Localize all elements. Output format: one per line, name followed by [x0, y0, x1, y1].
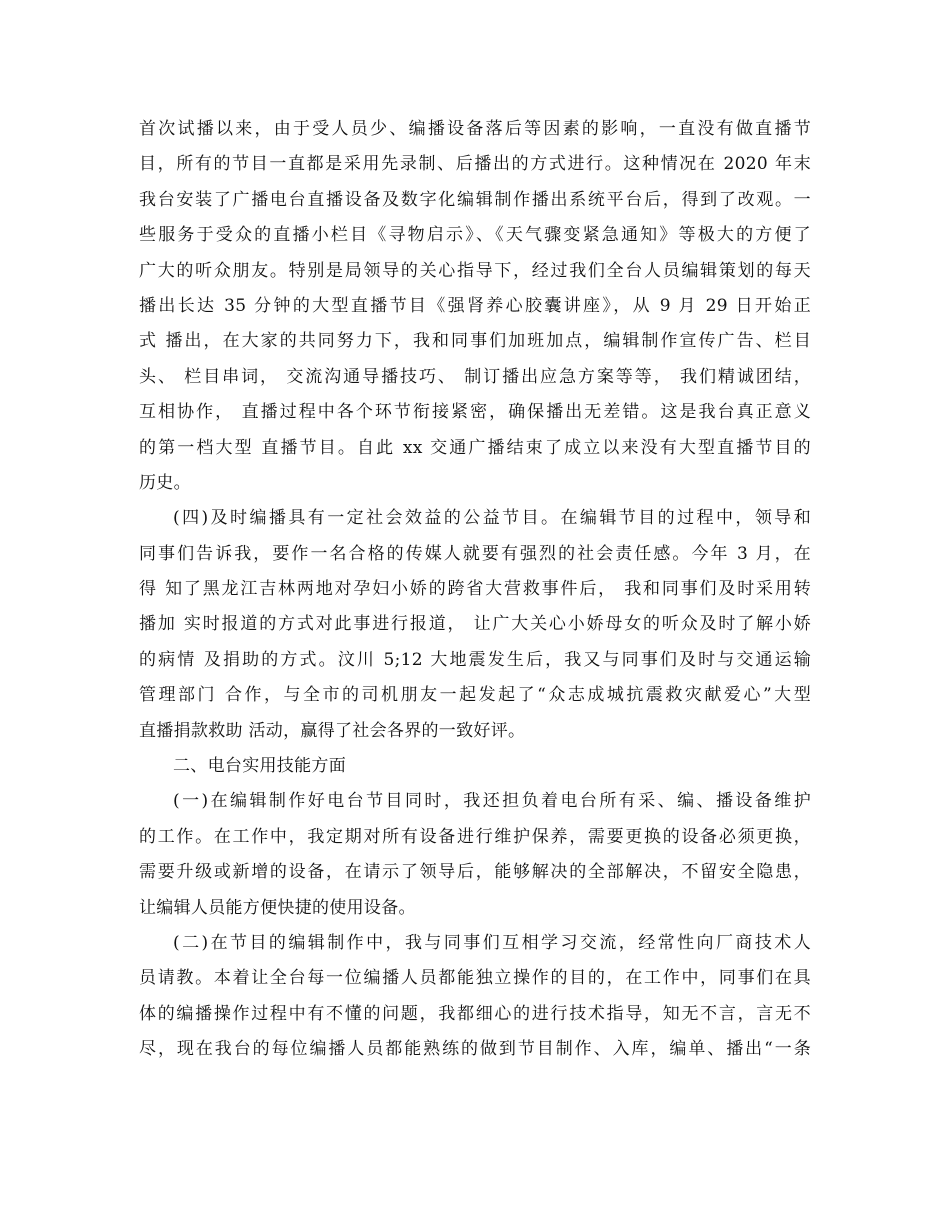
text-line: 需要升级或新增的设备，在请示了领导后，能够解决的全部解决，不留安全隐患， — [139, 862, 811, 883]
document-body — [139, 112, 811, 1068]
text-line: 尽，现在我台的每位编播人员都能熟练的做到节目制作、入库，编单、播出“一条 — [139, 1039, 811, 1060]
paragraph-p2 — [139, 501, 811, 749]
text-line: 的工作。在工作中，我定期对所有设备进行维护保养，需要更换的设备必须更换， — [139, 826, 811, 847]
text-line: 直播捐款救助 活动，赢得了社会各界的一致好评。 — [139, 720, 526, 741]
text-line: 播加 实时报道的方式对此事进行报道， 让广大关心小娇母女的听众及时了解小娇 — [139, 614, 811, 635]
text-line: (二)在节目的编辑制作中，我与同事们互相学习交流，经常性向厂商技术人 — [173, 932, 811, 953]
text-line: (四)及时编播具有一定社会效益的公益节目。在编辑节目的过程中，领导和 — [173, 508, 811, 529]
text-line: 的第一档大型 直播节目。自此 xx 交通广播结束了成立以来没有大型直播节目的 — [139, 437, 811, 458]
text-line: 我台安装了广播电台直播设备及数字化编辑制作播出系统平台后，得到了改观。一 — [139, 189, 811, 210]
text-line: 得 知了黑龙江吉林两地对孕妇小娇的跨省大营救事件后， 我和同事们及时采用转 — [139, 579, 811, 600]
paragraph-p1 — [139, 112, 811, 501]
text-line: 式 播出，在大家的共同努力下，我和同事们加班加点，编辑制作宣传广告、栏目 — [139, 331, 811, 352]
text-line: 首次试播以来，由于受人员少、编播设备落后等因素的影响，一直没有做直播节 — [139, 119, 811, 139]
text-line: 员请教。本着让全台每一位编播人员都能独立操作的目的，在工作中，同事们在具 — [139, 968, 811, 989]
text-line: 广大的听众朋友。特别是局领导的关心指导下，经过我们全台人员编辑策划的每天 — [139, 260, 811, 281]
text-line: 的病情 及捐助的方式。汶川 5;12 大地震发生后，我又与同事们及时与交通运输 — [139, 649, 811, 670]
text-line: 二、电台实用技能方面 — [173, 756, 346, 777]
paragraph-p4 — [139, 784, 811, 926]
text-line: 管理部门 合作，与全市的司机朋友一起发起了“众志成城抗震救灾献爱心”大型 — [139, 685, 811, 706]
paragraph-p3 — [139, 749, 811, 784]
paragraph-p5 — [139, 926, 811, 1068]
text-line: 目，所有的节目一直都是采用先录制、后播出的方式进行。这种情况在 2020 年末 — [139, 154, 811, 175]
text-line: (一)在编辑制作好电台节目同时，我还担负着电台所有采、编、播设备维护 — [173, 791, 811, 812]
text-line: 头、 栏目串词， 交流沟通导播技巧、 制订播出应急方案等等， 我们精诚团结， — [139, 366, 811, 387]
text-line: 互相协作， 直播过程中各个环节衔接紧密，确保播出无差错。这是我台真正意义 — [139, 402, 811, 423]
text-line: 历史。 — [139, 472, 191, 493]
text-line: 让编辑人员能方便快捷的使用设备。 — [139, 897, 416, 918]
text-line: 播出长达 35 分钟的大型直播节目《强肾养心胶囊讲座》，从 9 月 29 日开始正 — [139, 295, 811, 316]
text-line: 些服务于受众的直播小栏目《寻物启示》、《天气骤变紧急通知》等极大的方便了 — [139, 225, 811, 246]
text-line: 体的编播操作过程中有不懂的问题，我都细心的进行技术指导，知无不言，言无不 — [139, 1003, 811, 1024]
text-line: 同事们告诉我，要作一名合格的传媒人就要有强烈的社会责任感。今年 3 月，在 — [139, 543, 811, 564]
